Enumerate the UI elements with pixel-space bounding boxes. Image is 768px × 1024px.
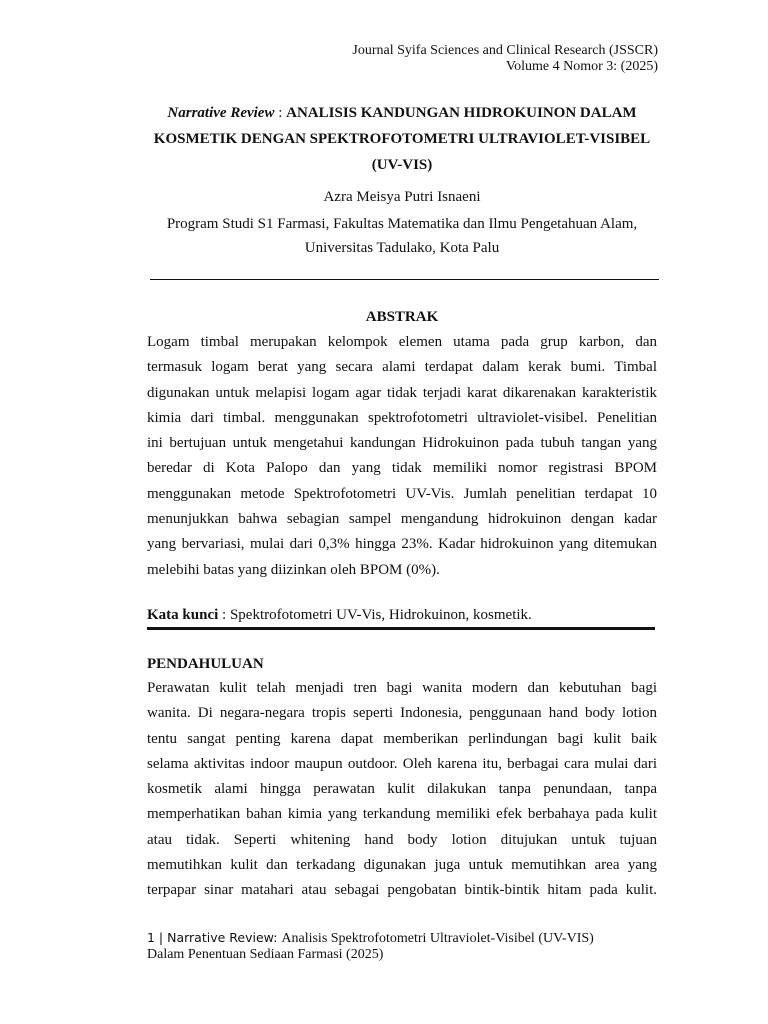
abstract-body	[147, 330, 657, 583]
abstract-line: menunjukkan bahwa sebagian sampel mengandung hidrokuinon dengan kadar	[147, 511, 657, 528]
abstract-line: digunakan untuk melapisi logam agar tidak terjadi karat dikarenakan karakteristik	[147, 384, 657, 401]
introduction-line: selama aktivitas indoor maupun outdoor. Oleh karena itu, berbagai cara mulai dari	[147, 755, 657, 772]
keywords-label: Kata kunci	[147, 607, 219, 623]
introduction-line: wanita. Di negara-negara tropis seperti Indonesia, penggunaan hand body lotion	[147, 705, 657, 722]
abstract-line: termasuk logam berat yang secara alami terdapat dalam kerak bumi. Timbal	[147, 359, 657, 376]
introduction-line: memutihkan kulit dan terkadang digunakan juga untuk memutihkan area yang	[147, 857, 657, 874]
page-footer	[147, 930, 667, 963]
title-text-1: ANALISIS KANDUNGAN HIDROKUINON DALAM	[286, 105, 637, 121]
abstract-line: yang bervariasi, mulai dari 0,3% hingga 23%. Kadar hidrokuinon yang ditemukan	[147, 536, 657, 553]
title-prefix: Narrative Review	[167, 105, 275, 121]
keywords-separator: :	[218, 607, 230, 623]
footer-line-2: Dalam Penentuan Sediaan Farmasi (2025)	[147, 947, 384, 962]
footer-text-1: Analisis Spektrofotometri Ultraviolet-Visibel (UV-VIS)	[281, 931, 594, 946]
abstract-line: melebihi batas yang diizinkan oleh BPOM (0%).	[147, 561, 440, 578]
keywords-text: Spektrofotometri UV-Vis, Hidrokuinon, kosmetik.	[229, 607, 532, 623]
keywords-divider	[147, 627, 655, 630]
introduction-line: memperhatikan bahan kimia yang terkandung memiliki efek berbahaya pada kulit	[147, 806, 657, 823]
title-line-2: KOSMETIK DENGAN SPEKTROFOTOMETRI ULTRAVIOLET-VISIBEL	[153, 131, 651, 147]
introduction-line: terpapar sinar matahari atau sebagai pengobatan bintik-bintik hitam pada kulit.	[147, 882, 657, 899]
footer-page-prefix: 1 | Narrative Review:	[147, 930, 282, 945]
affiliation-line-1: Program Studi S1 Farmasi, Fakultas Matematika dan Ilmu Pengetahuan Alam,	[166, 216, 638, 232]
journal-name: Journal Syifa Sciences and Clinical Research (JSSCR)	[352, 43, 658, 58]
abstract-heading: ABSTRAK	[365, 309, 439, 325]
affiliation-line-2: Universitas Tadulako, Kota Palu	[304, 240, 500, 256]
title-separator: :	[274, 105, 287, 121]
abstract-line: menggunakan metode Spektrofotometri UV-Vis. Jumlah penelitian terdapat 10	[147, 485, 657, 502]
abstract-line: kimia dari timbal. menggunakan spektrofotometri ultraviolet-visibel. Penelitian	[147, 409, 657, 426]
header-divider	[150, 279, 659, 280]
journal-volume: Volume 4 Nomor 3: (2025)	[505, 59, 658, 74]
introduction-line: Perawatan kulit telah menjadi tren bagi wanita modern dan kebutuhan bagi	[147, 680, 657, 696]
introduction-line: kosmetik alami hingga perawatan kulit dilakukan tanpa penundaan, tanpa	[147, 781, 657, 798]
title-line-1	[147, 100, 657, 126]
introduction-line: tentu sangat penting karena dapat memberikan perlindungan bagi kulit baik	[147, 730, 657, 747]
abstract-line: Logam timbal merupakan kelompok elemen utama pada grup karbon, dan	[147, 334, 657, 350]
title-line-3: (UV-VIS)	[371, 157, 433, 173]
paper-title	[147, 100, 657, 178]
section-heading-introduction: PENDAHULUAN	[147, 656, 264, 672]
affiliation	[147, 212, 657, 260]
introduction-line: atau tidak. Seperti whitening hand body lotion ditujukan untuk tujuan	[147, 831, 657, 848]
keywords	[147, 605, 657, 625]
abstract-line: ini bertujuan untuk mengetahui kandungan Hidrokuinon pada tubuh tangan yang	[147, 435, 657, 452]
abstract-line: beredar di Kota Palopo dan yang tidak memiliki nomor registrasi BPOM	[147, 460, 657, 477]
journal-header	[352, 43, 658, 75]
introduction-body	[147, 676, 657, 904]
author-name: Azra Meisya Putri Isnaeni	[323, 189, 481, 205]
footer-line-1	[147, 930, 667, 947]
